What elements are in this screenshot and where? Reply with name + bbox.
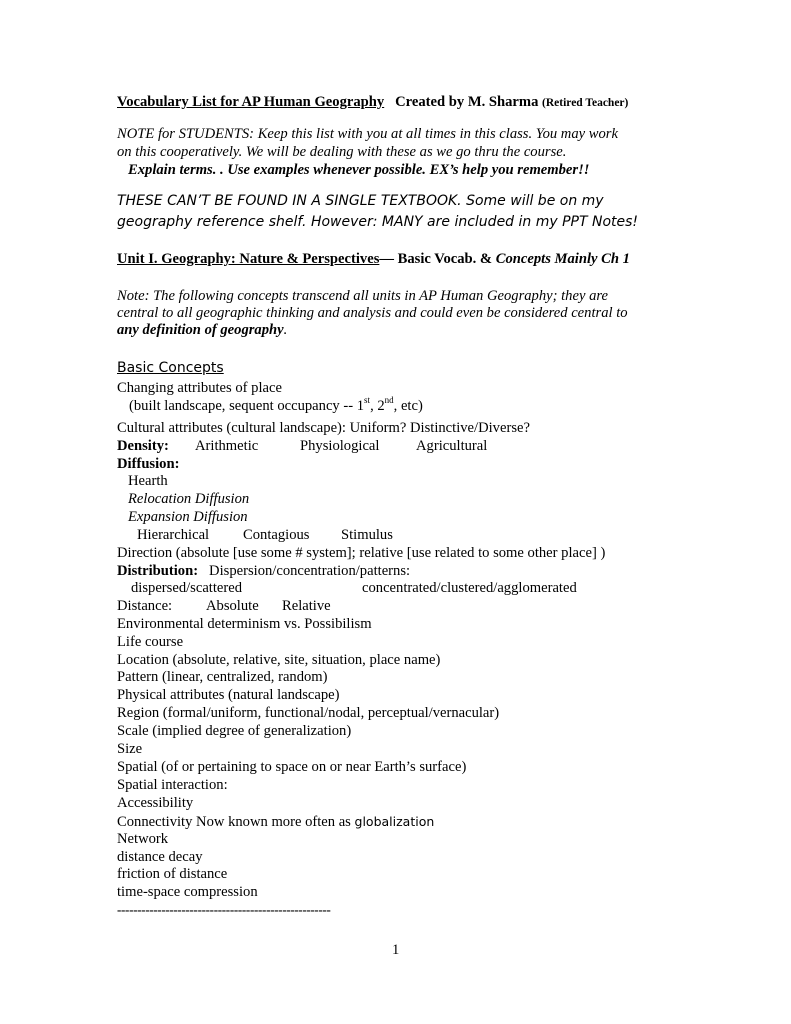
concept-line: Spatial (of or pertaining to space on or near Earth’s surface) [117,759,467,775]
concept-text: Distance: [117,598,173,614]
concept-line: Pattern (linear, centralized, random) [117,669,328,685]
concept-text: Arithmetic [195,438,259,454]
concept-text: Stimulus [341,527,393,543]
unit-title: Unit I. Geography: Nature & Perspectives [117,251,380,267]
unit-note-line-3 [117,322,287,340]
concept-line: distance decay [117,849,203,865]
student-note-line-1: NOTE for STUDENTS: Keep this list with you at all times in this class. You may work [117,126,618,142]
concept-text: , 2 [370,398,385,414]
concept-line: Accessibility [117,795,194,811]
unit-heading [117,251,630,269]
concept-text: Agricultural [416,438,488,454]
concept-line: Scale (implied degree of generalization) [117,723,352,739]
unit-chapter: Concepts Mainly Ch 1 [495,251,630,267]
concept-text: Absolute [206,598,259,614]
author-credit: Created by M. Sharma [395,94,539,110]
concept-line [131,580,601,598]
concept-line: Spatial interaction: [117,777,228,793]
concept-text: , etc) [393,398,423,414]
concept-line: Expansion Diffusion [128,509,248,525]
concept-line: Life course [117,634,184,650]
superscript: st [364,395,371,406]
unit-subtitle: — Basic Vocab. & [379,251,496,267]
concept-line: Relocation Diffusion [128,491,250,507]
concept-text: Hierarchical [137,527,210,543]
concept-line: Location (absolute, relative, site, situation, place name) [117,652,441,668]
concept-line: Size [117,741,143,757]
document-title: Vocabulary List for AP Human Geography [117,94,385,110]
concept-line: Diffusion: [117,456,180,472]
concept-line [129,395,423,416]
concept-line: Region (formal/uniform, functional/nodal, perceptual/vernacular) [117,705,500,721]
student-note-line-2: on this cooperatively. We will be dealing with these as we go thru the course. [117,144,567,160]
warning-line-2: geography reference shelf. However: MANY are included in my PPT Notes! [117,214,639,230]
superscript: nd [384,395,394,406]
warning-line-1: THESE CAN’T BE FOUND IN A SINGLE TEXTBOOK. Some will be on my [117,193,604,209]
concept-text: Relative [282,598,331,614]
concept-text: concentrated/clustered/agglomerated [362,580,577,596]
unit-note-line-2: central to all geographic thinking and analysis and could even be considered central to [117,305,628,321]
concept-line: Cultural attributes (cultural landscape): Uniform? Distinctive/Diverse? [117,420,530,436]
section-title: Basic Concepts [117,360,224,376]
concept-line: Changing attributes of place [117,380,282,396]
concept-line: Network [117,831,169,847]
concept-text: Contagious [243,527,310,543]
concept-line [137,527,537,545]
unit-note-line-1: Note: The following concepts transcend all units in AP Human Geography; they are [117,288,608,304]
unit-note-emphasis: any definition of geography [117,322,284,338]
concept-line: Hearth [128,473,168,489]
concept-line: time-space compression [117,884,258,900]
concept-line [117,598,377,616]
section-divider: ----------------------------------------------------- [117,902,331,917]
unit-note-period: . [283,322,288,338]
concept-text: dispersed/scattered [131,580,243,596]
header-line [117,94,628,113]
concept-line: Direction (absolute [use some # system]; relative [use related to some other place] ) [117,545,606,561]
concept-text: Physiological [300,438,380,454]
concept-line [117,563,410,581]
term-label: Distribution: [117,563,199,579]
concept-line: Physical attributes (natural landscape) [117,687,340,703]
term-label: Density: [117,438,169,454]
concept-line: Environmental determinism vs. Possibilism [117,616,372,632]
concept-line: friction of distance [117,866,228,882]
page-number: 1 [392,942,400,958]
concept-line [117,813,434,831]
concept-text: Dispersion/concentration/patterns: [209,563,411,579]
concept-text: Connectivity Now known more often as [117,814,355,830]
author-note: (Retired Teacher) [542,97,629,109]
concept-text: (built landscape, sequent occupancy -- 1 [129,398,365,414]
concept-line [117,438,677,456]
handwritten-term: globalization [354,814,435,829]
student-note-line-3: Explain terms. . Use examples whenever possible. EX’s help you remember!! [128,162,590,178]
